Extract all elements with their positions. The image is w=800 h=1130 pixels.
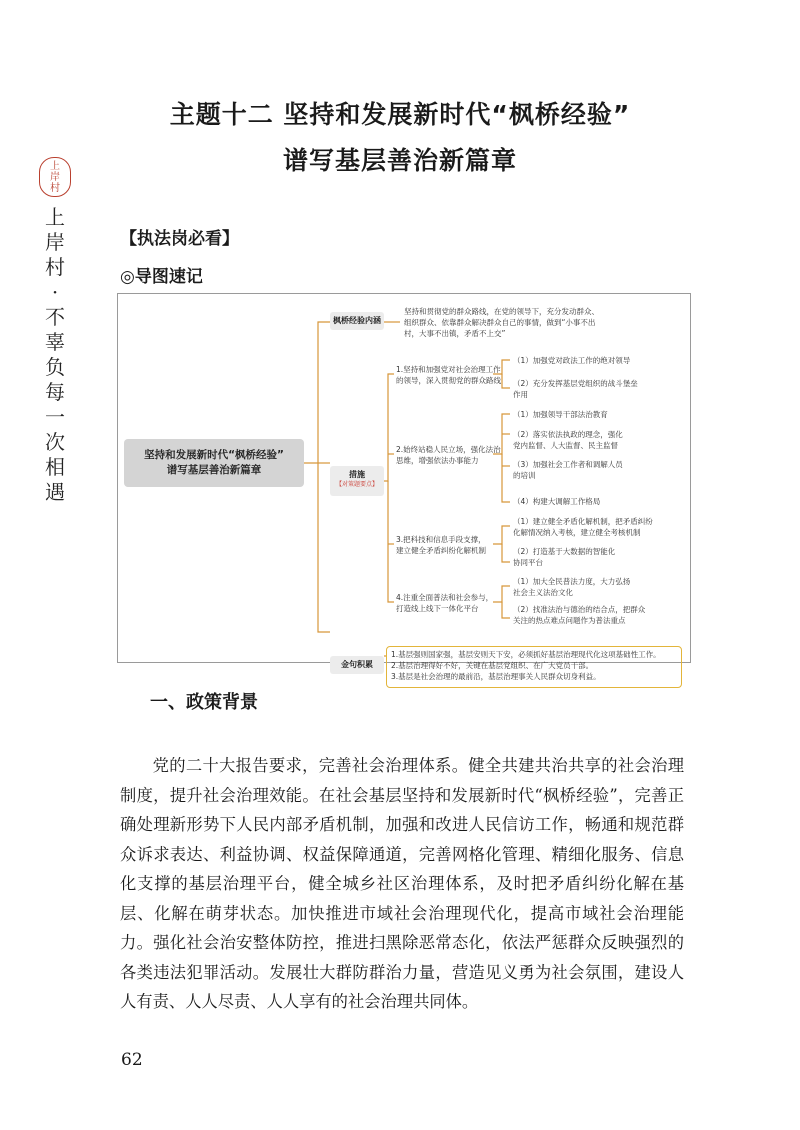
- text-line: （3）加强社会工作者和调解人员: [513, 460, 623, 469]
- measure-2-point-1: [513, 409, 608, 420]
- text-line: 建立健全矛盾纠纷化解机制: [396, 546, 486, 555]
- connotation-text: [404, 306, 599, 339]
- measure-2: [396, 444, 501, 466]
- central-line: 谱写基层善治新篇章: [166, 464, 262, 476]
- text-line: 的领导，深入贯彻党的群众路线: [396, 376, 501, 385]
- measures-sub: 【对策题要点】: [335, 481, 378, 488]
- central-line: 坚持和发展新时代“枫桥经验”: [144, 449, 284, 461]
- map-title-label: ◎导图速记: [120, 267, 203, 287]
- measure-2-point-4: [513, 496, 600, 507]
- quote-line: 2.基层治理得好不好，关键在基层党组织、在广大党员干部。: [391, 661, 594, 670]
- text-line: 2.始终站稳人民立场，强化法治: [396, 445, 501, 454]
- page-number: 62: [121, 1050, 143, 1070]
- seal-char: 上: [50, 160, 60, 172]
- text-line: （2）落实依法执政的理念，强化: [513, 430, 623, 439]
- text-line: 作用: [513, 390, 528, 399]
- text-line: 党内监督、人大监督、民主监督: [513, 441, 618, 450]
- text-line: 协同平台: [513, 558, 543, 567]
- measure-2-point-2: [513, 429, 623, 451]
- text-line: 4.注重全面普法和社会参与，: [396, 593, 494, 602]
- measure-2-point-3: [513, 459, 623, 481]
- slogan-char: 岸: [45, 230, 65, 254]
- section-heading: 一、政策背景: [150, 692, 258, 713]
- quote-line: 1.基层强则国家强，基层安则天下安，必须抓好基层治理现代化这项基础性工作。: [391, 650, 661, 659]
- text-line: （2）充分发挥基层党组织的战斗堡垒: [513, 379, 638, 388]
- measure-3: [396, 534, 486, 556]
- branch-quotes: 金句积累: [330, 656, 384, 674]
- seal-char: 村: [50, 182, 60, 194]
- central-topic: [124, 439, 304, 487]
- text-line: 思维，增强依法办事能力: [396, 456, 479, 465]
- measure-1-point-1: [513, 355, 630, 366]
- slogan-char: 不: [45, 305, 65, 329]
- must-read-label: 【执法岗必看】: [120, 229, 239, 249]
- text-line: （2）打造基于大数据的智能化: [513, 547, 616, 556]
- text-line: （1）加强领导干部法治教育: [513, 410, 608, 419]
- title-line-1: 主题十二 坚持和发展新时代“枫桥经验”: [169, 100, 631, 129]
- text-line: 3.把科技和信息手段支撑，: [396, 535, 486, 544]
- branch-measures: [330, 466, 384, 496]
- text-line: 关注的热点难点问题作为普法重点: [513, 616, 626, 625]
- quotes-box: [386, 646, 682, 688]
- measure-1-point-2: [513, 378, 638, 400]
- text-line: 村，大事不出镇，矛盾不上交”: [404, 329, 506, 338]
- title-line-2: 谱写基层善治新篇章: [282, 146, 517, 175]
- slogan-char: 村: [45, 255, 65, 279]
- branch-connotation: 枫桥经验内涵: [330, 312, 384, 330]
- text-line: 社会主义法治文化: [513, 588, 573, 597]
- measure-4-point-1: [513, 576, 630, 598]
- text-line: 坚持和贯彻党的群众路线，在党的领导下，充分发动群众、: [404, 307, 599, 316]
- slogan-char: ·: [51, 280, 59, 304]
- slogan-char: 相: [45, 455, 65, 479]
- vertical-slogan: [42, 205, 68, 505]
- text-line: （1）加大全民普法力度，大力弘扬: [513, 577, 631, 586]
- text-line: （4）构建大调解工作格局: [513, 497, 601, 506]
- slogan-char: 遇: [45, 480, 65, 504]
- slogan-char: 辜: [45, 330, 65, 354]
- quote-line: 3.基层是社会治理的最前沿，基层治理事关人民群众切身利益。: [391, 672, 601, 681]
- slogan-char: 负: [45, 355, 65, 379]
- text-line: 1.坚持和加强党对社会治理工作: [396, 365, 501, 374]
- text-line: （2）找准法治与德治的结合点，把群众: [513, 605, 646, 614]
- measure-3-point-2: [513, 546, 615, 568]
- section-paragraph: 党的二十大报告要求，完善社会治理体系。健全共建共治共享的社会治理制度，提升社会治理效能。在社会基层坚持和发展新时代“枫桥经验”，完善正确处理新形势下人民内部矛盾机制，加强和改进人民信访工作，畅通和规范群众诉求表达、利益协调、权益保障通道，完善网格化管理、精细化服务、信息化支撑的基层治理平台，健全城乡社区治理体系，及时把矛盾纠纷化解在基层、化解在萌芽状态。加快推进市域社会治理现代化，提高市域社会治理能力。强化社会治安整体防控，推进扫黑除恶常态化，依法严惩群众反映强烈的各类违法犯罪活动。发展壮大群防群治力量，营造见义勇为社会氛围，建设人人有责、人人尽责、人人享有的社会治理共同体。: [120, 756, 684, 1011]
- slogan-char: 每: [45, 380, 65, 404]
- measure-4: [396, 592, 493, 614]
- slogan-char: 次: [45, 430, 65, 454]
- seal-char: 岸: [50, 171, 60, 183]
- text-line: （1）加强党对政法工作的绝对领导: [513, 356, 631, 365]
- measure-4-point-2: [513, 604, 645, 626]
- measure-1: [396, 364, 501, 386]
- text-line: 的培训: [513, 471, 536, 480]
- text-line: 化解情况纳入考核，建立健全考核机制: [513, 528, 641, 537]
- mind-map: [117, 293, 691, 681]
- text-line: 打造线上线下一体化平台: [396, 604, 479, 613]
- logo-seal: [39, 157, 71, 197]
- slogan-char: 一: [45, 405, 65, 429]
- text-line: 组织群众、依靠群众解决群众自己的事情，做到“小事不出: [404, 318, 596, 327]
- slogan-char: 上: [45, 205, 65, 229]
- text-line: （1）建立健全矛盾化解机制，把矛盾纠纷: [513, 517, 653, 526]
- measure-3-point-1: [513, 516, 653, 538]
- measures-label: 措施: [349, 470, 365, 479]
